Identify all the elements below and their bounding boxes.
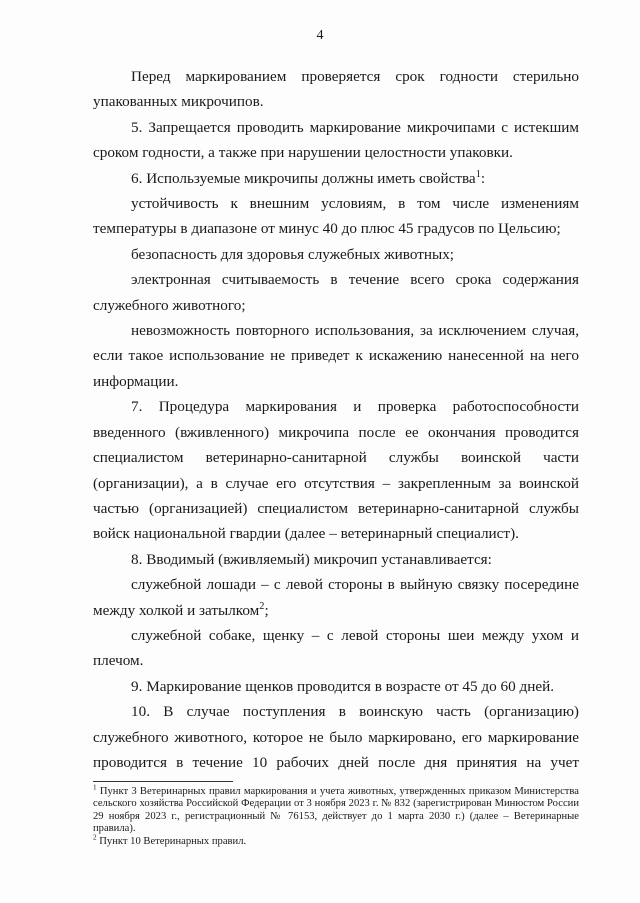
footnote-1: $^1$ Пункт 3 Ветеринарных правил маркирования и учета животных, утвержденных приказом Министерства сельского хозяйства Российской Федерации от 3 ноября 2023 г. № 832 (зарегистрирован Минюстом России 29 ноября 2023 г., регистрационный № 76153, действует до 1 марта 2030 г.) (далее – Ветеринарные правила). (93, 783, 579, 835)
placement-item-dog: служебной собаке, щенку – с левой стороны шеи между ухом и плечом. (93, 626, 579, 670)
paragraph-5: 5. Запрещается проводить маркирование микрочипами с истекшим сроком годности, а также при нарушении целостности упаковки. (93, 118, 579, 162)
paragraph-expiry-check: Перед маркированием проверяется срок годности стерильно упакованных микрочипов. (93, 68, 579, 111)
footnote-divider (93, 781, 233, 782)
paragraph-8: 8. Вводимый (вживляемый) микрочип устанавливается: (131, 550, 492, 568)
page-number: 4 (316, 28, 324, 43)
footnote-2: $^2$ Пункт 10 Ветеринарных правил. (93, 833, 247, 847)
footnote-ref-2: 2 (259, 600, 265, 612)
paragraph-6: 6. Используемые микрочипы должны иметь свойства$^1$: (131, 168, 486, 187)
footnote-mark-2: 2 (93, 833, 97, 842)
property-item-resistance: устойчивость к внешним условиям, в том числе изменениям температуры в диапазоне от минус 40 до плюс 45 градусов по Цельсию; (93, 195, 579, 238)
paragraph-7: 7. Процедура маркирования и проверка работоспособности введенного (вживленного) микрочипа после ее окончания проводится специалистом ветеринарно-санитарной службы воинской части (организации), а в случае его отсутствия – закрепленным за воинской частью (организацией) специалистом ветеринарно-санитарной службы войск национальной гвардии (далее – ветеринарный специалист). (93, 398, 579, 543)
paragraph-9: 9. Маркирование щенков проводится в возрасте от 45 до 60 дней. (131, 677, 555, 695)
paragraph-10: 10. В случае поступления в воинскую часть (организацию) служебного животного, которое не было маркировано, его маркирование проводится в течение 10 рабочих дней после дня принятия на учет (93, 703, 579, 771)
footnotes (93, 783, 579, 848)
footnote-mark-1: 1 (93, 783, 97, 792)
property-item-readability: электронная считываемость в течение всего срока содержания служебного животного; (93, 271, 579, 314)
footnote-ref-1: 1 (475, 168, 481, 180)
placement-item-horse: служебной лошади – с левой стороны в выйную связку посередине между холкой и затылком$^2$; (93, 576, 579, 619)
property-item-safety: безопасность для здоровья служебных животных; (131, 245, 455, 263)
document-body (93, 64, 579, 775)
property-item-non-reuse: невозможность повторного использования, за исключением случая, если такое использование не приведет к искажению нанесенной на него информации. (93, 322, 579, 390)
